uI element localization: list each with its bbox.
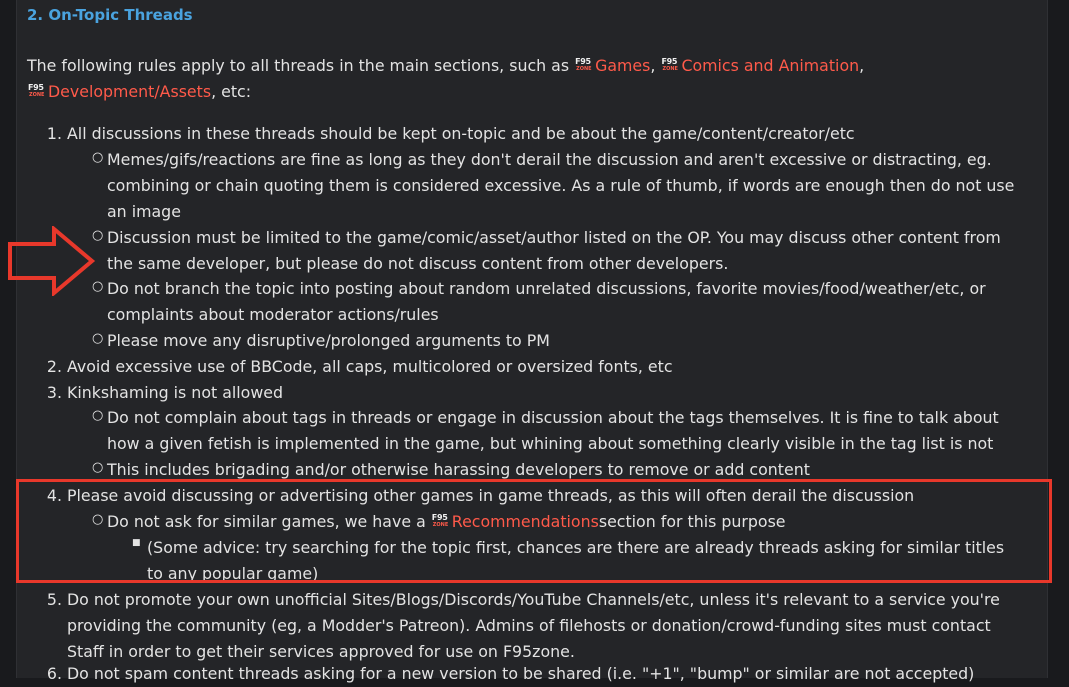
hollow-bullet-icon: ○ [92,460,104,475]
rule-3b-text: This includes brigading and/or otherwise harassing developers to remove or add content [107,460,810,479]
rule-1-text: All discussions in these threads should be kept on-topic and be about the game/content/creator/etc [67,124,855,143]
rule-number: 4. [46,486,62,505]
rule-1b-line-1: Discussion must be limited to the game/comic/asset/author listed on the OP. You may discuss other content from [107,228,1001,247]
rule-3a-line-1: Do not complain about tags in threads or engage in discussion about the tags themselves. It is fine to talk about [107,408,999,427]
link-comics-animation[interactable]: Comics and Animation [681,56,860,75]
rule-1d-text: Please move any disruptive/prolonged arguments to PM [107,331,550,350]
rule-number: 5. [46,590,62,609]
hollow-bullet-icon: ○ [92,279,104,294]
rule-4a-line: Do not ask for similar games, we have a F95 ZONE Recommendationssection for this purpose [107,512,786,531]
hollow-bullet-icon: ○ [92,512,104,527]
rule-5-line-2: providing the community (eg, a Modder's Patreon). Admins of filehosts or donation/crowd-funding sites must contact [67,616,991,635]
rule-6-text: Do not spam content threads asking for a new version to be shared (i.e. "+1", "bump" or similar are not accepted) [67,664,975,683]
square-bullet-icon: ■ [132,538,141,548]
rule-4b-line-2: to any popular game) [147,564,319,583]
rule-number: 1. [46,124,62,143]
hollow-bullet-icon: ○ [92,228,104,243]
forum-icon: F95 ZONE [431,513,449,528]
rule-number: 3. [46,383,62,402]
hollow-bullet-icon: ○ [92,331,104,346]
rule-4b-line-1: (Some advice: try searching for the topic first, chances are there are already threads asking for similar titles [147,538,1005,557]
hollow-bullet-icon: ○ [92,150,104,165]
intro-prefix: The following rules apply to all threads in the main sections, such as [27,56,570,75]
forum-icon: F95 ZONE [28,83,45,98]
rule-2-text: Avoid excessive use of BBCode, all caps, multicolored or oversized fonts, etc [67,357,673,376]
red-box-annotation [16,479,1052,583]
rule-5-line-3: Staff in order to get their services approved for use on F95zone. [67,642,575,661]
hollow-bullet-icon: ○ [92,408,104,423]
forum-icon: F95 ZONE [575,57,592,72]
rule-5-line-1: Do not promote your own unofficial Sites/Blogs/Discords/YouTube Channels/etc, unless it's relevant to a service you're [67,590,1000,609]
rule-1c-line-2: complaints about moderator actions/rules [107,305,439,324]
link-development-assets[interactable]: Development/Assets [48,82,212,101]
rule-number: 6. [46,664,62,683]
rule-number: 2. [46,357,62,376]
rule-3a-line-2: how a given fetish is implemented in the game, but whining about something clearly visible in the tag list is not [107,434,994,453]
forum-icon: F95 ZONE [661,57,678,72]
rule-1a-line-1: Memes/gifs/reactions are fine as long as they don't derail the discussion and aren't excessive or distracting, eg. [107,150,992,169]
rule-1a-line-3: an image [107,202,181,221]
rule-1b-line-2: the same developer, but please do not discuss content from other developers. [107,254,729,273]
intro-line-1: The following rules apply to all threads in the main sections, such as F95 ZONE Games, F95 ZONE Comics and Animation, [27,56,865,75]
rule-1c-line-1: Do not branch the topic into posting about random unrelated discussions, favorite movies/food/weather/etc, or [107,279,986,298]
section-heading: 2. On-Topic Threads [27,6,193,24]
intro-line-2: F95 ZONE Development/Assets, etc: [28,82,252,101]
link-recommendations[interactable]: Recommendations [451,512,599,531]
link-games[interactable]: Games [595,56,651,75]
rule-3-text: Kinkshaming is not allowed [67,383,283,402]
red-arrow-annotation [6,226,98,296]
rule-4-text: Please avoid discussing or advertising other games in game threads, as this will often derail the discussion [67,486,915,505]
rule-1a-line-2: combining or chain quoting them is considered excessive. As a rule of thumb, if words are enough then do not use [107,176,1015,195]
